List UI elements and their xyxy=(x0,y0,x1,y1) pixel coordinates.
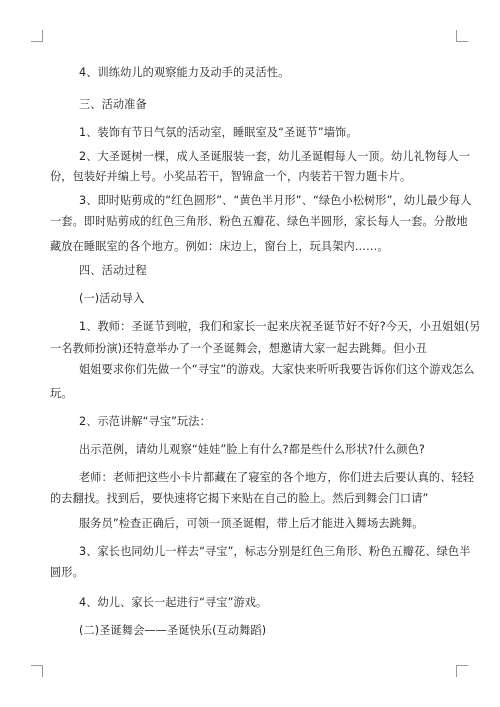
paragraph-line: 老师：老师把这些小卡片都藏在了寝室的各个地方，你们进去后要认真的、轻轻 xyxy=(79,471,475,484)
paragraph-line: (一)活动导入 xyxy=(79,292,145,305)
paragraph-line: 份，包装好并编上号。小奖品若干，智锦盒一个，内装若干智力题卡片。 xyxy=(50,170,412,183)
crop-mark-bottom-left xyxy=(31,665,43,677)
crop-mark-top-left xyxy=(31,30,43,42)
paragraph-line: 3、即时贴剪成的“红色圆形”、“黄色半月形”、“绿色小松树形”，幼儿最少每人 xyxy=(79,194,472,207)
paragraph-line: 3、家长也同幼儿一样去“寻宝”，标志分别是红色三角形、粉色五瓣花、绿色半 xyxy=(79,545,471,558)
paragraph-line: 4、训练幼儿的观察能力及动手的灵活性。 xyxy=(79,66,290,79)
paragraph-line: 玩。 xyxy=(50,387,73,400)
crop-mark-top-right xyxy=(456,30,468,42)
paragraph-line: 2、大圣诞树一棵，成人圣诞服装一套，幼儿圣诞帽每人一顶。幼儿礼物每人一 xyxy=(79,150,470,163)
paragraph-line: 一名教师扮演)还特意举办了一个圣诞舞会，想邀请大家一起去跳舞。但小丑 xyxy=(50,342,427,355)
paragraph-line: 1、教师：圣诞节到啦，我们和家长一起来庆祝圣诞节好不好?今天，小丑姐姐(另 xyxy=(79,320,481,333)
paragraph-line: 藏放在睡眠室的各个地方。例如：床边上，窗台上，玩具架内……。 xyxy=(50,240,389,253)
crop-mark-bottom-right xyxy=(456,665,468,677)
paragraph-line: 圆形。 xyxy=(50,566,84,579)
paragraph-line: 四、活动过程 xyxy=(79,264,147,277)
paragraph-line: 姐姐要求你们先做一个“寻宝”的游戏。大家快来听听我要告诉你们这个游戏怎么 xyxy=(79,363,475,376)
paragraph-line: 一套。即时贴剪成的红色三角形、粉色五瓣花、绿色半圆形，家长每人一套。分散地 xyxy=(50,215,468,228)
paragraph-line: (二)圣诞舞会——圣诞快乐(互动舞蹈) xyxy=(79,624,267,637)
paragraph-line: 4、幼儿、家长一起进行“寻宝”游戏。 xyxy=(79,596,268,609)
paragraph-line: 的去翻找。找到后，要快速将它揭下来贴在自己的脸上。然后到舞会门口请” xyxy=(50,492,429,505)
paragraph-line: 三、活动准备 xyxy=(79,98,147,111)
paragraph-line: 出示范例，请幼儿观察“娃娃”脸上有什么?都是些什么形状?什么颜色? xyxy=(79,443,425,456)
paragraph-line: 2、示范讲解“寻宝”玩法： xyxy=(79,415,211,428)
paragraph-line: 1、装饰有节日气氛的活动室，睡眠室及“圣诞节”墙饰。 xyxy=(79,126,358,139)
paragraph-line: 服务员”检查正确后，可领一顶圣诞帽，带上后才能进入舞场去跳舞。 xyxy=(79,517,424,530)
